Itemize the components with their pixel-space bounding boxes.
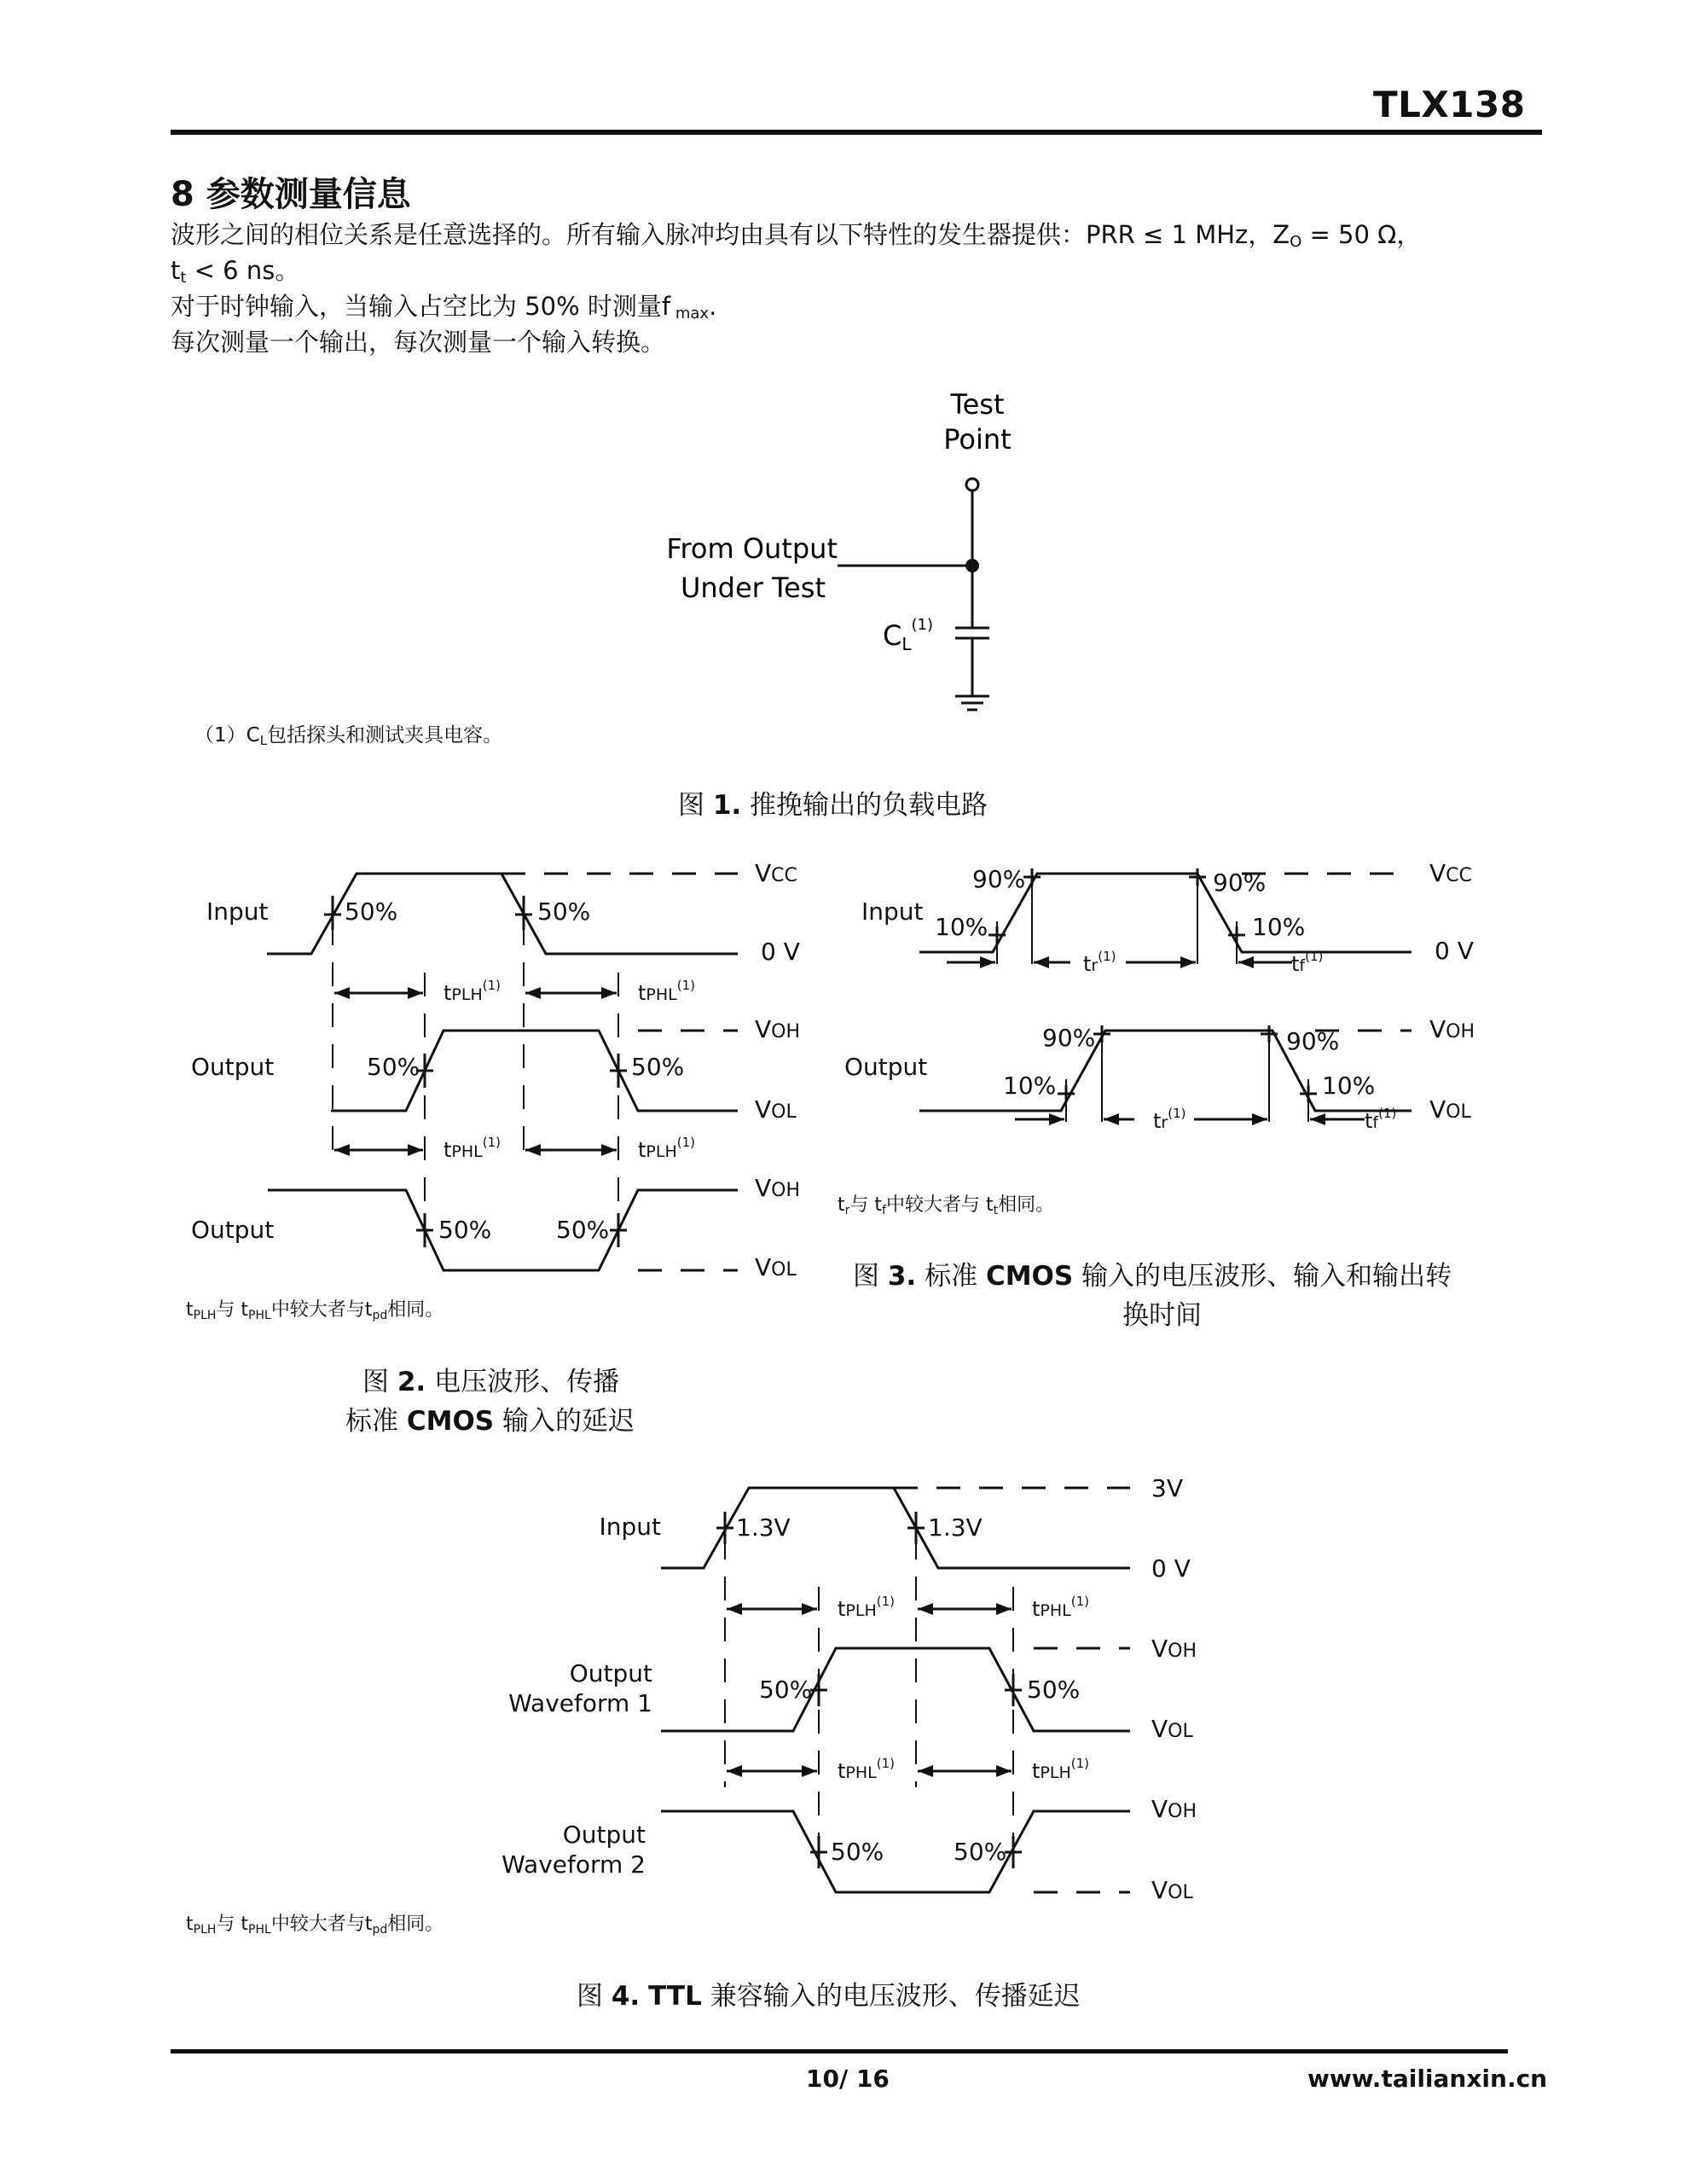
test-point-label-2: Point bbox=[943, 423, 1012, 456]
pct90-label: 90% bbox=[972, 865, 1026, 893]
vcc-label: VCC bbox=[755, 859, 797, 887]
vol-label: VOL bbox=[1429, 1095, 1471, 1124]
tr-label: $tr^{(1)}$ bbox=[1083, 949, 1116, 976]
output-1-label-1: Output bbox=[569, 1659, 652, 1687]
figure-4-caption: 图 4. TTL 兼容输入的电压波形、传播延迟 bbox=[577, 1981, 1081, 2012]
paragraph-1-line-1: 波形之间的相位关系是任意选择的。所有输入脉冲均由具有以下特性的发生器提供：PRR ≤ 1 MHz，$Z_O = 50$ Ω， bbox=[171, 220, 1422, 251]
figure-2-cmos-propagation bbox=[171, 845, 853, 1305]
figure-1-caption: 图 1. 推挽输出的负载电路 bbox=[678, 790, 988, 821]
tphl-label: tPHL$^{(1)}$ bbox=[1032, 1594, 1090, 1621]
output-waveform-2 bbox=[268, 1190, 738, 1270]
input-label: Input bbox=[861, 897, 924, 926]
tf-label: $tf^{(1)}$ bbox=[1291, 949, 1324, 976]
pct50-label: 50% bbox=[556, 1216, 610, 1244]
vcc-label: VCC bbox=[1429, 859, 1472, 887]
paragraph-2: 对于时钟输入，当输入占空比为 50% 时测量f $_{max}$. bbox=[171, 292, 717, 322]
input-label: Input bbox=[599, 1513, 661, 1541]
voh-label-1: VOH bbox=[755, 1015, 801, 1043]
v13-label: 1.3V bbox=[736, 1513, 791, 1542]
figure-2-caption-2: 标准 CMOS 输入的延迟 bbox=[345, 1406, 635, 1437]
zero-v-label: 0 V bbox=[761, 938, 800, 966]
pct50-label: 50% bbox=[954, 1838, 1007, 1866]
part-number: TLX138 bbox=[1373, 84, 1526, 125]
output-waveform-2 bbox=[661, 1811, 1130, 1892]
pct50-label: 50% bbox=[438, 1216, 492, 1244]
cl-label: CL$^{(1)}$ bbox=[883, 616, 933, 654]
v3-label: 3V bbox=[1151, 1474, 1183, 1502]
section-title: 8 参数测量信息 bbox=[171, 175, 411, 214]
test-point-label-1: Test bbox=[950, 388, 1005, 421]
input-label: Input bbox=[206, 897, 269, 926]
pct10-label: 10% bbox=[1322, 1072, 1376, 1100]
pct10-label: 10% bbox=[1003, 1072, 1057, 1100]
figure-2-caption-1: 图 2. 电压波形、传播 bbox=[362, 1367, 620, 1397]
pct50-label: 50% bbox=[831, 1838, 884, 1866]
output-label-2: Output bbox=[191, 1216, 275, 1244]
voh-label-2: VOH bbox=[755, 1174, 801, 1202]
output-label: Output bbox=[844, 1053, 928, 1081]
junction-dot bbox=[965, 559, 979, 572]
voh-label-1: VOH bbox=[1151, 1635, 1197, 1663]
figure-3-caption-2: 换时间 bbox=[1122, 1300, 1202, 1331]
output-2-label-1: Output bbox=[562, 1821, 646, 1849]
tphl-label: tPHL$^{(1)}$ bbox=[443, 1135, 501, 1162]
pct90-label: 90% bbox=[1042, 1024, 1096, 1052]
tphl-label: tPHL$^{(1)}$ bbox=[838, 1756, 896, 1783]
voh-label-2: VOH bbox=[1151, 1795, 1197, 1823]
zero-v-label: 0 V bbox=[1151, 1554, 1191, 1583]
output-label-1: Output bbox=[191, 1053, 275, 1081]
tplh-label: tPLH$^{(1)}$ bbox=[443, 978, 501, 1005]
vol-label-2: VOL bbox=[755, 1253, 797, 1281]
output-1-label-2: Waveform 1 bbox=[508, 1689, 652, 1717]
header-rule bbox=[171, 130, 1542, 135]
paragraph-1-line-2: $t_t < 6$ ns。 bbox=[171, 256, 300, 287]
vol-label-1: VOL bbox=[1151, 1715, 1193, 1743]
pct90-label: 90% bbox=[1213, 868, 1267, 897]
output-2-label-2: Waveform 2 bbox=[501, 1850, 646, 1879]
figure-3-cmos-transition bbox=[844, 845, 1518, 1220]
pct50-label: 50% bbox=[759, 1676, 813, 1704]
tf-label: $tf^{(1)}$ bbox=[1365, 1106, 1397, 1133]
pct10-label: 10% bbox=[1252, 913, 1306, 941]
website-link[interactable]: www.tailianxin.cn bbox=[1307, 2065, 1548, 2093]
figure-4-ttl-waveforms bbox=[478, 1467, 1245, 1928]
pct50-label: 50% bbox=[537, 897, 591, 926]
zero-v-label: 0 V bbox=[1435, 937, 1474, 965]
figure-1-note: $(1)C_L$包括探头和测试夹具电容。 bbox=[194, 724, 503, 748]
tplh-label: tPLH$^{(1)}$ bbox=[638, 1135, 696, 1162]
pct50-label: 50% bbox=[345, 897, 398, 926]
pct90-label: 90% bbox=[1286, 1027, 1340, 1055]
footer-rule bbox=[171, 2049, 1508, 2053]
from-output-label-1: From Output bbox=[666, 532, 838, 565]
v13-label: 1.3V bbox=[928, 1513, 983, 1542]
vol-label-1: VOL bbox=[755, 1095, 797, 1124]
pct10-label: 10% bbox=[935, 913, 988, 941]
pct50-label: 50% bbox=[367, 1053, 420, 1081]
from-output-label-2: Under Test bbox=[680, 572, 826, 604]
test-point-terminal bbox=[966, 479, 978, 491]
figure-1-load-circuit bbox=[0, 375, 1687, 734]
figure-3-caption-1: 图 3. 标准 CMOS 输入的电压波形、输入和输出转 bbox=[853, 1261, 1452, 1292]
figure-3-note: $t_r$与 $t_f$中较大者与 $t_t$相同。 bbox=[838, 1194, 1055, 1217]
pct50-label: 50% bbox=[631, 1053, 685, 1081]
figure-2-note: $t_{PLH}$与 $t_{PHL}$中较大者与$t_{pd}$相同。 bbox=[186, 1299, 444, 1322]
tr-label: $tr^{(1)}$ bbox=[1153, 1106, 1186, 1133]
tplh-label: tPLH$^{(1)}$ bbox=[1032, 1756, 1090, 1783]
voh-label: VOH bbox=[1429, 1015, 1475, 1043]
tplh-label: tPLH$^{(1)}$ bbox=[838, 1594, 896, 1621]
pct50-label: 50% bbox=[1027, 1676, 1081, 1704]
paragraph-3: 每次测量一个输出，每次测量一个输入转换。 bbox=[171, 328, 666, 357]
tphl-label: tPHL$^{(1)}$ bbox=[638, 978, 696, 1005]
vol-label-2: VOL bbox=[1151, 1876, 1193, 1904]
figure-4-note: $t_{PLH}$与 $t_{PHL}$中较大者与$t_{pd}$相同。 bbox=[186, 1914, 444, 1937]
page-number: 10/ 16 bbox=[806, 2065, 890, 2093]
